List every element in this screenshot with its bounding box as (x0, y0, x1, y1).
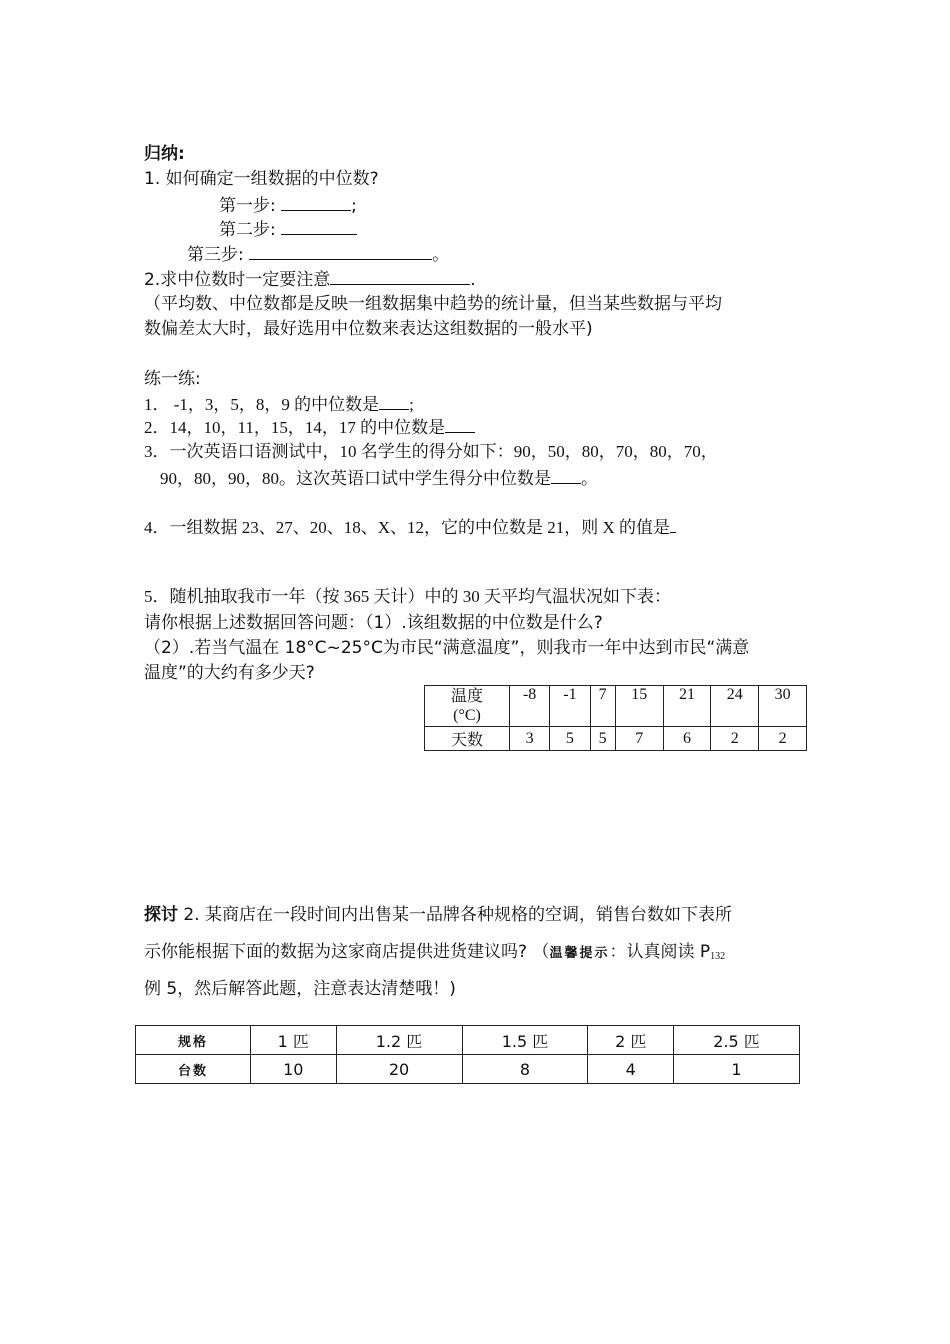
count-cell: 8 (462, 1055, 588, 1084)
spec-row (136, 1026, 800, 1055)
q2-blank[interactable] (330, 268, 470, 285)
temperature-header-unit: (°C) (453, 707, 481, 724)
step3-row (187, 243, 449, 266)
discussion-hint: 温馨提示 (549, 946, 610, 961)
temp-cell: 24 (711, 686, 759, 727)
discussion-label: 探讨 (144, 905, 178, 925)
practice-3-end: 。 (581, 469, 598, 488)
days-cell: 5 (590, 727, 615, 751)
count-cell: 20 (336, 1055, 462, 1084)
practice-3a: 3．一次英语口语测试中，10 名学生的得分如下：90，50，80，70，80，70， (144, 442, 718, 461)
step2-row (219, 218, 357, 241)
spec-cell: 2 匹 (588, 1026, 674, 1055)
count-cell: 1 (674, 1055, 800, 1084)
spec-cell: 1 匹 (251, 1026, 337, 1055)
practice-5d: 温度”的大约有多少天? (144, 663, 315, 683)
days-cell: 6 (663, 727, 711, 751)
temp-cell: -1 (550, 686, 590, 727)
step1-label: 第一步: (219, 196, 276, 216)
days-row (425, 727, 807, 751)
summary-q2: 2.求中位数时一定要注意 (144, 270, 331, 290)
count-row (136, 1055, 800, 1084)
days-cell: 7 (615, 727, 663, 751)
temp-cell: 30 (759, 686, 807, 727)
practice-2: 2．14，10，11，15，14，17 的中位数是 (144, 418, 446, 437)
summary-note-2: 数偏差太大时，最好选用中位数来表达这组数据的一般水平) (144, 319, 593, 339)
practice-1-blank[interactable] (379, 393, 409, 410)
practice-2-row (144, 416, 475, 439)
practice-5c: （2）.若当气温在 18°C~25°C为市民“满意温度”，则我市一年中达到市民“满意 (144, 638, 750, 658)
discussion-line-3: 例 5，然后解答此题，注意表达清楚哦！) (144, 979, 456, 999)
practice-1-row (144, 393, 414, 416)
summary-q2-row (144, 268, 476, 291)
discussion-text-1: 2. 某商店在一段时间内出售某一品牌各种规格的空调，销售台数如下表所 (178, 905, 733, 925)
temperature-header-label: 温度 (450, 686, 483, 705)
discussion-line-1 (144, 903, 732, 927)
summary-note-1: （平均数、中位数都是反映一组数据集中趋势的统计量，但当某些数据与平均 (144, 294, 722, 314)
step2-blank[interactable] (281, 218, 357, 235)
days-cell: 2 (759, 727, 807, 751)
step3-end: 。 (432, 245, 450, 265)
spec-header-cell: 规格 (136, 1026, 251, 1055)
summary-q1: 1. 如何确定一组数据的中位数? (144, 169, 379, 189)
spec-cell: 1.5 匹 (462, 1026, 588, 1055)
practice-1-end: ; (409, 395, 414, 414)
practice-4-blank[interactable] (670, 516, 676, 533)
days-cell: 3 (510, 727, 550, 751)
practice-4-row (144, 516, 676, 539)
practice-1: 1． -1，3，5，8，9 的中位数是 (144, 395, 380, 414)
q2-end: . (470, 270, 476, 290)
practice-3b: 90，80，90，80。这次英语口试中学生得分中位数是 (160, 469, 551, 488)
discussion-text-2a: 示你能根据下面的数据为这家商店提供进货建议吗? （ (144, 942, 550, 962)
days-header-cell: 天数 (425, 727, 510, 751)
practice-3b-row (160, 467, 598, 490)
ac-sales-table (135, 1025, 800, 1084)
practice-title: 练一练: (144, 369, 201, 389)
step1-blank[interactable] (281, 194, 351, 211)
days-cell: 5 (550, 727, 590, 751)
temperature-row (425, 686, 807, 727)
days-cell: 2 (711, 727, 759, 751)
discussion-line-2 (144, 940, 725, 969)
step1-end: ; (351, 196, 357, 216)
practice-5a: 5．随机抽取我市一年（按 365 天计）中的 30 天平均气温状况如下表： (144, 587, 671, 606)
practice-3-blank[interactable] (551, 467, 581, 484)
temp-cell: 15 (615, 686, 663, 727)
discussion-text-2b: ：认真阅读 P (609, 942, 711, 962)
temperature-header-cell (425, 686, 510, 727)
summary-title: 归纳: (144, 144, 185, 164)
practice-2-blank[interactable] (445, 416, 475, 433)
temperature-table (424, 685, 807, 751)
temp-cell: -8 (510, 686, 550, 727)
step3-blank[interactable] (249, 243, 432, 260)
step3-label: 第三步: (187, 245, 244, 265)
discussion-page-number: 132 (710, 951, 726, 962)
spec-cell: 2.5 匹 (674, 1026, 800, 1055)
spec-cell: 1.2 匹 (336, 1026, 462, 1055)
step1-row (219, 194, 357, 217)
step2-label: 第二步: (219, 220, 276, 240)
count-cell: 10 (251, 1055, 337, 1084)
count-header-cell: 台数 (136, 1055, 251, 1084)
practice-4: 4．一组数据 23、27、20、18、X、12，它的中位数是 21，则 X 的值是 (144, 518, 671, 537)
temp-cell: 21 (663, 686, 711, 727)
count-cell: 4 (588, 1055, 674, 1084)
practice-5b: 请你根据上述数据回答问题：（1）.该组数据的中位数是什么? (144, 613, 603, 633)
temp-cell: 7 (590, 686, 615, 727)
